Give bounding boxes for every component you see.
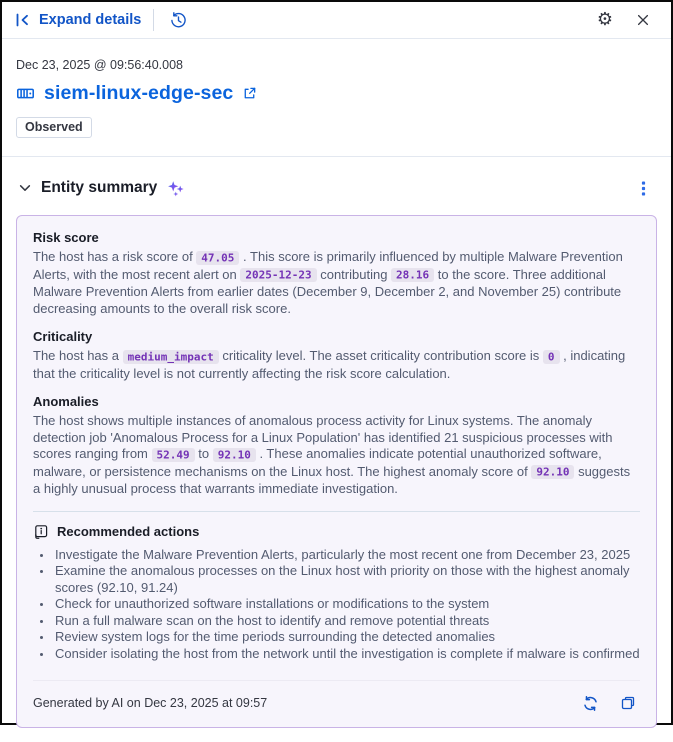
generated-by-text: Generated by AI on Dec 23, 2025 at 09:57 [33, 696, 268, 710]
flyout-header [2, 2, 671, 39]
anomalies-text: The host shows multiple instances of anomalous process activity for Linux systems. The anomaly detection job 'Anomalous Process for a Linux Population' has identified 21 suspicious processes with scores ranging from 52.49 to 92.10 . These anomalies indicate potential unauthorized software, malware, or persistence mechanisms on the Linux host. The highest anomaly score of 92.10 suggests a highly unusual process that warrants immediate investigation. [33, 413, 631, 496]
recommended-actions-header [33, 524, 640, 540]
expand-details-button[interactable] [15, 12, 141, 28]
close-icon [636, 13, 650, 27]
inline-code-value: 92.10 [213, 448, 256, 462]
entity-summary-header [16, 176, 657, 200]
settings-button[interactable] [593, 8, 617, 32]
inline-code-value: 0 [543, 350, 560, 364]
risk-score-text: The host has a risk score of 47.05 . This score is primarily influenced by multiple Malware Prevention Alerts, with the most recent alert on 2025-12-23 contributing 28.16 to the score. Three additional Malware Prevention Alerts from earlier dates (December 9, December 2, and November 25) contribute decreasing amounts to the overall risk score. [33, 249, 623, 316]
more-actions-button[interactable] [631, 176, 655, 200]
copy-button[interactable] [616, 691, 640, 715]
chevron-down-icon[interactable] [18, 181, 32, 195]
host-name-link[interactable]: siem-linux-edge-sec [44, 82, 234, 104]
inline-code-value: 28.16 [391, 268, 434, 282]
panel-divider [33, 511, 640, 512]
observed-badge: Observed [16, 117, 92, 138]
open-in-new-icon[interactable] [242, 86, 257, 101]
risk-score-heading: Risk score [33, 230, 99, 245]
documentation-icon [33, 524, 49, 540]
refresh-icon [582, 695, 599, 712]
expand-details-label: Expand details [39, 12, 142, 28]
flyout-body [2, 39, 671, 742]
regenerate-button[interactable] [578, 691, 602, 715]
criticality-text: The host has a medium_impact criticality level. The asset criticality contribution score is 0 , indicating that the criticality level is not currently affecting the risk score calculation. [33, 348, 626, 381]
entity-summary-panel [16, 215, 657, 728]
recommended-action-item: • Review system logs for the time periods surrounding the detected anomalies [53, 629, 640, 646]
collapse-left-icon [15, 12, 31, 28]
recommended-actions-title: Recommended actions [57, 524, 200, 539]
summary-footer [33, 680, 640, 715]
recommended-actions-list [39, 547, 640, 663]
copy-icon [620, 695, 636, 711]
inline-code-value: 92.10 [531, 465, 574, 479]
event-timestamp: Dec 23, 2025 @ 09:56:40.008 [16, 58, 183, 72]
criticality-heading: Criticality [33, 329, 93, 344]
header-vertical-divider [153, 9, 154, 31]
recommended-action-item: • Consider isolating the host from the network until the investigation is complete if malware is confirmed [53, 646, 640, 663]
entity-summary-title: Entity summary [41, 179, 158, 196]
history-clock-icon [170, 12, 187, 29]
recommended-action-item: • Check for unauthorized software installations or modifications to the system [53, 596, 640, 613]
entity-title-row [16, 82, 657, 105]
header-section-divider [2, 156, 671, 157]
ai-sparkles-icon [166, 178, 186, 198]
gear-icon: ⚙︎ [596, 9, 614, 30]
recommended-action-item: • Run a full malware scan on the host to identify and remove potential threats [53, 613, 640, 630]
vertical-dots-icon [636, 180, 651, 197]
entity-flyout [2, 2, 671, 742]
inline-code-value: medium_impact [123, 350, 219, 364]
recommended-action-item: • Investigate the Malware Prevention Alerts, particularly the most recent one from December 23, 2025 [53, 547, 640, 564]
inline-code-value: 52.49 [152, 448, 195, 462]
close-button[interactable] [631, 8, 655, 32]
recommended-action-item: • Examine the anomalous processes on the Linux host with priority on those with the highest anomaly scores (92.10, 91.24) [53, 563, 640, 596]
inline-code-value: 47.05 [196, 251, 239, 265]
host-storage-icon [16, 84, 35, 103]
anomalies-heading: Anomalies [33, 394, 99, 409]
history-button[interactable] [166, 8, 190, 32]
inline-code-value: 2025-12-23 [240, 268, 316, 282]
